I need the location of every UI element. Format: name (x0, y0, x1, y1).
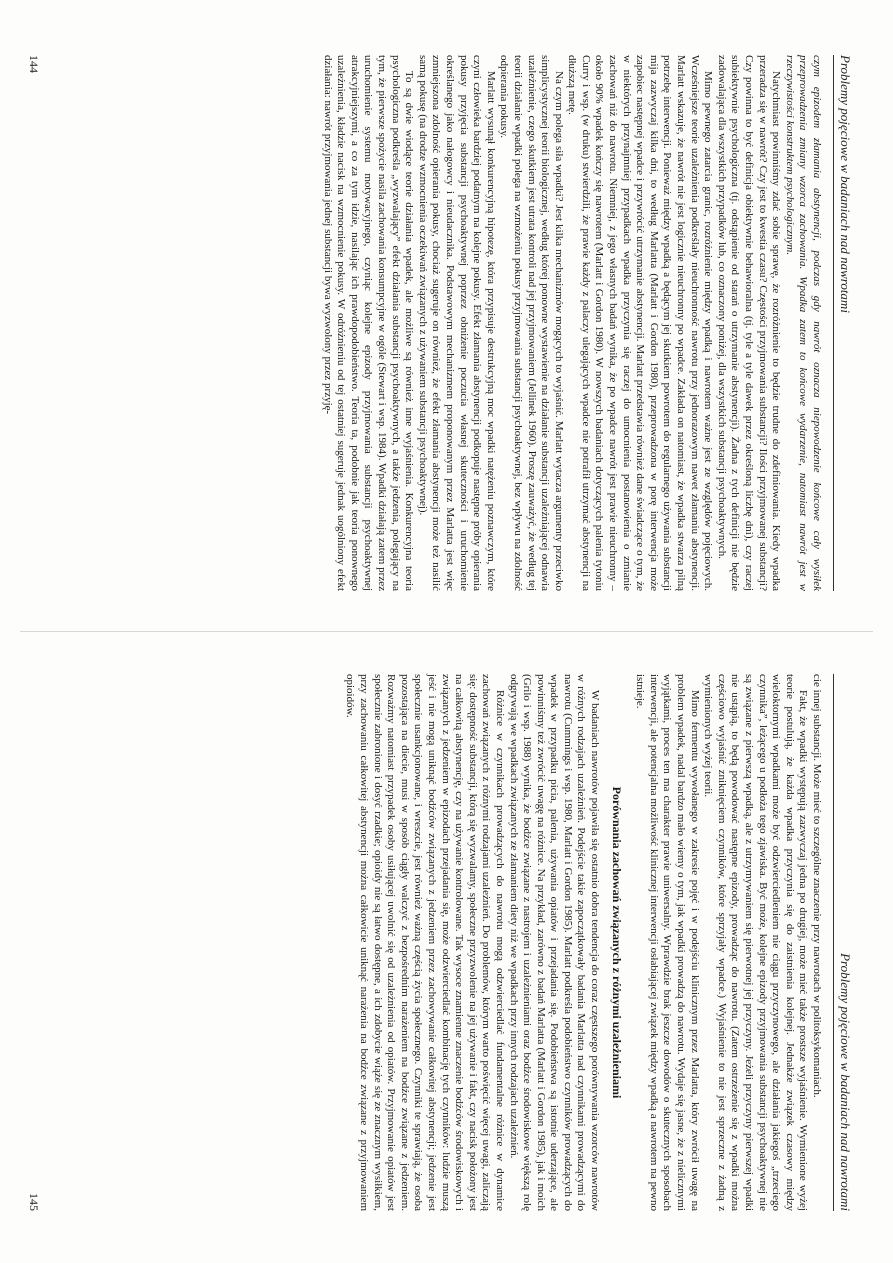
paragraph: To są dwie wiodące teorie działania wpadek, ale możliwe są również inne wyjaśnienia. Konkurencyjna teoria psychologiczna podkreśla „wyzwalający” efekt działania substancji psychoaktywnych, a także jedzenia, polegający na tym, że pierwsze spożycie nasila zachowania konsumpcyjne w ogóle (Stewart i wsp. 1984). Wpadki działają zatem przez uruchomienie systemu motywacyjnego, czyniąc kolejne epizody przyjmowania substancji psychoaktywnej atrakcyjniejszymi, a co za tym idzie, nasilając ich prawdopodobieństwo. Teoria ta, podobnie jak teoria ponownego uzależnienia, kładzie nacisk na wzmocnienie pokusy. W odróżnieniu od tej ostatniej sugeruje jednak uogólniony efekt działania: nawrót przyjmowania jednej substancji bywa wyzwolony przez przyję- (321, 55, 416, 591)
running-head-right: Problemy pojęciowe w badaniach nad nawrotami (833, 674, 853, 1211)
paragraph: Na czym polega siła wpadki? Jest kilka mechanizmów mogących to wyjaśnić. Marlatt wytacza argumenty przeciwko simplicystycznej teorii biologicznej, według której ponowne wystawienie na działanie substancji uzależniającej odnawia uzależnienie, czego skutkiem jest utrata kontroli nad jej przyjmowaniem (Jellinek 1960). Proszę zauważyć, że według tej teorii działanie wpadki polega na wzmożeniu pokusy przyjmowania substancji psychoaktywnej, bez wpływu na zdolność odpierania pokusy. (498, 55, 565, 591)
running-head-left: Problemy pojęciowe w badaniach nad nawrotami (833, 55, 853, 591)
page-number-right: 145 (27, 1193, 41, 1211)
paragraph: Różnice w czynnikach prowadzących do nawrotu mogą odzwierciedlać fundamentalne różnice w dynamice zachowań związanych z różnymi rodzajami uzależnień. Do problemów, którym warto poświęcić więcej uwagi, zaliczają się: dostępność substancji, którą się wyzwalamy, społeczne przyzwolenie na jej używanie i fakt, czy nacisk położony jest na całkowitą abstynencję, czy na używanie kontrolowane. Tak wysoce znamienne znaczenie bodźców środowiskowych i związanych z jedzeniem w epizodach przejadania się, może odzwierciedlać kombinację tych czynników: ludzie muszą jeść i nie mogą uniknąć bodźców związanych z jedzeniem przez zachowywanie całkowitej abstynencji; jedzenie jest społecznie usankcjonowane, i wreszcie, jest również ważną częścią życia społecznego. Czynniki te sprawiają, że osoba pozostająca na diecie, musi w sposób ciągły walczyć z bezpośrednim narażeniem na bodźce związane z jedzeniem. Rozważmy natomiast przypadek osoby usiłującej uwolnić się od uzależnienia od opiatów. Przyjmowanie opiatów jest społecznie zabronione i dosyć rzadkie; opioidy nie są łatwo dostępne, a ich zdobycie wiąże się ze znacznym wysiłkiem, przy zachowaniu całkowitej abstynencji można całkowicie uniknąć narażenia na bodźce związane z przyjmowaniem opioidów. (344, 674, 506, 1211)
right-page-body (343, 674, 823, 1211)
paragraph: cie innej substancji. Może mieć to szczególne znaczenie przy nawrotach w politoksykomaniach. (811, 674, 823, 1098)
paragraph: czym epizodem złamania abstynencji, podczas gdy nawrót oznacza niepowodzenie końcowe cały wysiłek przeprowadzenia zmiany wzorca zachowania. Wpadka zatem to końcowe wydarzenie, natomiast nawrót jest w rzeczywistości konstruktem psychologicznym. (783, 55, 823, 591)
paragraph: Mimo pewnego zatarcia granic, rozróżnienie między wpadką i nawrotem ważne jest ze względów pojęciowych. Wcześniejsze teorie uzależnienia podkreślały nieuchronność nawrotu przy jednorazowym nawet złamaniu abstynencji. Marlatt wskazuje, że nawrót nie jest logicznie nieuchronny po wpadce. Zakłada on natomiast, że wpadka stwarza pilną potrzebę interwencji. Ponieważ między wpadką a będącym jej skutkiem powrotem do regularnego używania substancji mija zazwyczaj kilka dni, to według Marlatta (Marlatt i Gordon 1980), przeprowadzona w porę interwencja może zapobiec następnej wpadce i przywrócić utrzymanie abstynencji. Marlatt przedstawia również dane świadczące o tym, że w niektórych przynajmniej przypadkach wpadka przyczynia się raczej do umocnienia postanowienia o zmianie zachowań niż do nawrotu. Niemniej, z jego własnych badań wynika, że po wpadce nawrót jest prawie nieuchronny – około 90% wpadek kończy się nawrotem (Marlatt i Gordon 1980). W nowszych badaniach dotyczących palenia tytoniu Curry i wsp. (w druku) stwierdzili, że prawie każdy z palaczy ulegających wpadce nie potrafił utrzymać abstynencji na dłuższą metę. (566, 55, 715, 591)
paragraph: Marlatt wysunął konkurencyjną hipotezę, która przypisuje destrukcyjną moc wpadki natężeniu poznawczym, które czyni człowieka bardziej podatnym na kolejne pokusy. Efekt złamania abstynencji podkopuje następne próby opierania pokusy przyjęcia substancji psychoaktywnej poprzez obniżenie poczucia własnej skuteczności i uruchomienie określanego jako nałogowcy i nieudacznika. Podstawowym mechanizmem proponowanym przez Marlatta jest więc zmniejszona zdolność opierania pokusy, chociaż sugeruje on również, że efekt złamania abstynencji może też nasilić samą pokusę (na drodze wzmocnienia oczekiwań związanych z używaniem substancji psychoaktywnej). (416, 55, 497, 591)
page-number-left: 144 (27, 55, 41, 73)
paragraph: Natychmiast powinniśmy zdać sobie sprawę, że rozróżnienie to będzie trudne do zdefiniowania. Kiedy wpadka przeradza się w nawrót? Czy jest to kwestia czasu? Częstości przyjmowania substancji? Ilości przyjmowanej substancji? Czy powinna to być definicja obiektywnie behawioralna (tj. tyle a tyle dawek przez określoną liczbę dni), czy raczej subiektywnie psychologiczna (tj. odstąpienie od starań o utrzymanie abstynencji). Żadna z tych definicji nie będzie zadowalająca dla wszystkich przypadków lub, co oznaczony poniżej, dla wszystkich substancji psychoaktywnych. (715, 55, 783, 591)
paragraph: Mimo fermentu wywołanego w zakresie pojęć i w podejściu klinicznym przez Marlatta, który zwrócił uwagę na problem wpadek, nadal bardzo mało wiemy o tym, jak wpadki prowadzą do nawrotu. Wydaje się jasne, że z nielicznymi wyjątkami, proces ten ma charakter prawie uniwersalny. Wprawdzie brak jeszcze dowodów o skutecznych sposobach interwencji, ale potencjalna możliwość klinicznej interwencji osłabiającej związek między wpadką a nawrotem na pewno istnieje. (634, 674, 701, 1211)
left-page (0, 0, 893, 631)
paragraph: W badaniach nawrotów pojawiła się ostatnio dobra tendencja do coraz częstszego porównywania wzorców nawrotów w różnych rodzajach uzależnień. Podejście takie zapoczątkowały badania Marlatta nad czynnikami prowadzącymi do nawrotu (Cummings i wsp. 1980, Marlatt i Gordon 1985). Marlatt podkreśla podobieństwo czynników prowadzących do wpadek w przypadku picia, palenia, używania opiatów i przejadania się. Podobieństwa są istotnie uderzające, ale powinniśmy też zwrócić uwagę na różnice. Na przykład, zarówno z badań Marlatta (Marlatt i Gordon 1985), jak i moich (Grilo i wsp. 1988) wynika, że bodźce związane z nastrojem i uzależnieniami oraz bodźce środowiskowe większą rolę odgrywają we wpadkach związanych ze złamaniem diety niż we wpadkach przy innych rodzajach uzależnień. (507, 674, 602, 1211)
left-page-body (320, 55, 823, 591)
section-heading: Porównania zachowań związanych z różnymi uzależnieniami (609, 786, 624, 1099)
paragraph: Fakt, że wpadki występują zazwyczaj jedna po drugiej, może mieć także prostsze wyjaśnienie. Wymienione wyżej teorie postulują, że każda wpadka przyczynia się do zaistnienia kolejnej. Jednakże związek czasowy między wieloktornymi wpadkami może być odzwierciedleniem nie ciągu przyczynowego, ale działania jakiegoś „trzeciego czynnika”, leżącego u podłoża tego zjawiska. Być może, kolejne epizody przyjmowania substancji psychoaktywnej nie są związane z pierwszą wpadką, ale z utrzymywaniem się pierwotnej jej przyczyny. Jeżeli przyczyny pierwszej wpadki nie ustąpią, to będą powodować następne epizody, prowadząc do nawrotu. (Zatem ostrzeżenie się z wpadki można częściowo wyjaśnić zniknięciem czynników, które sprzyjały wpadce.) Wyjaśnienie to nie jest sprzeczne z żadną z wymienionych wyżej teorii. (702, 674, 810, 1211)
right-page (0, 632, 893, 1263)
